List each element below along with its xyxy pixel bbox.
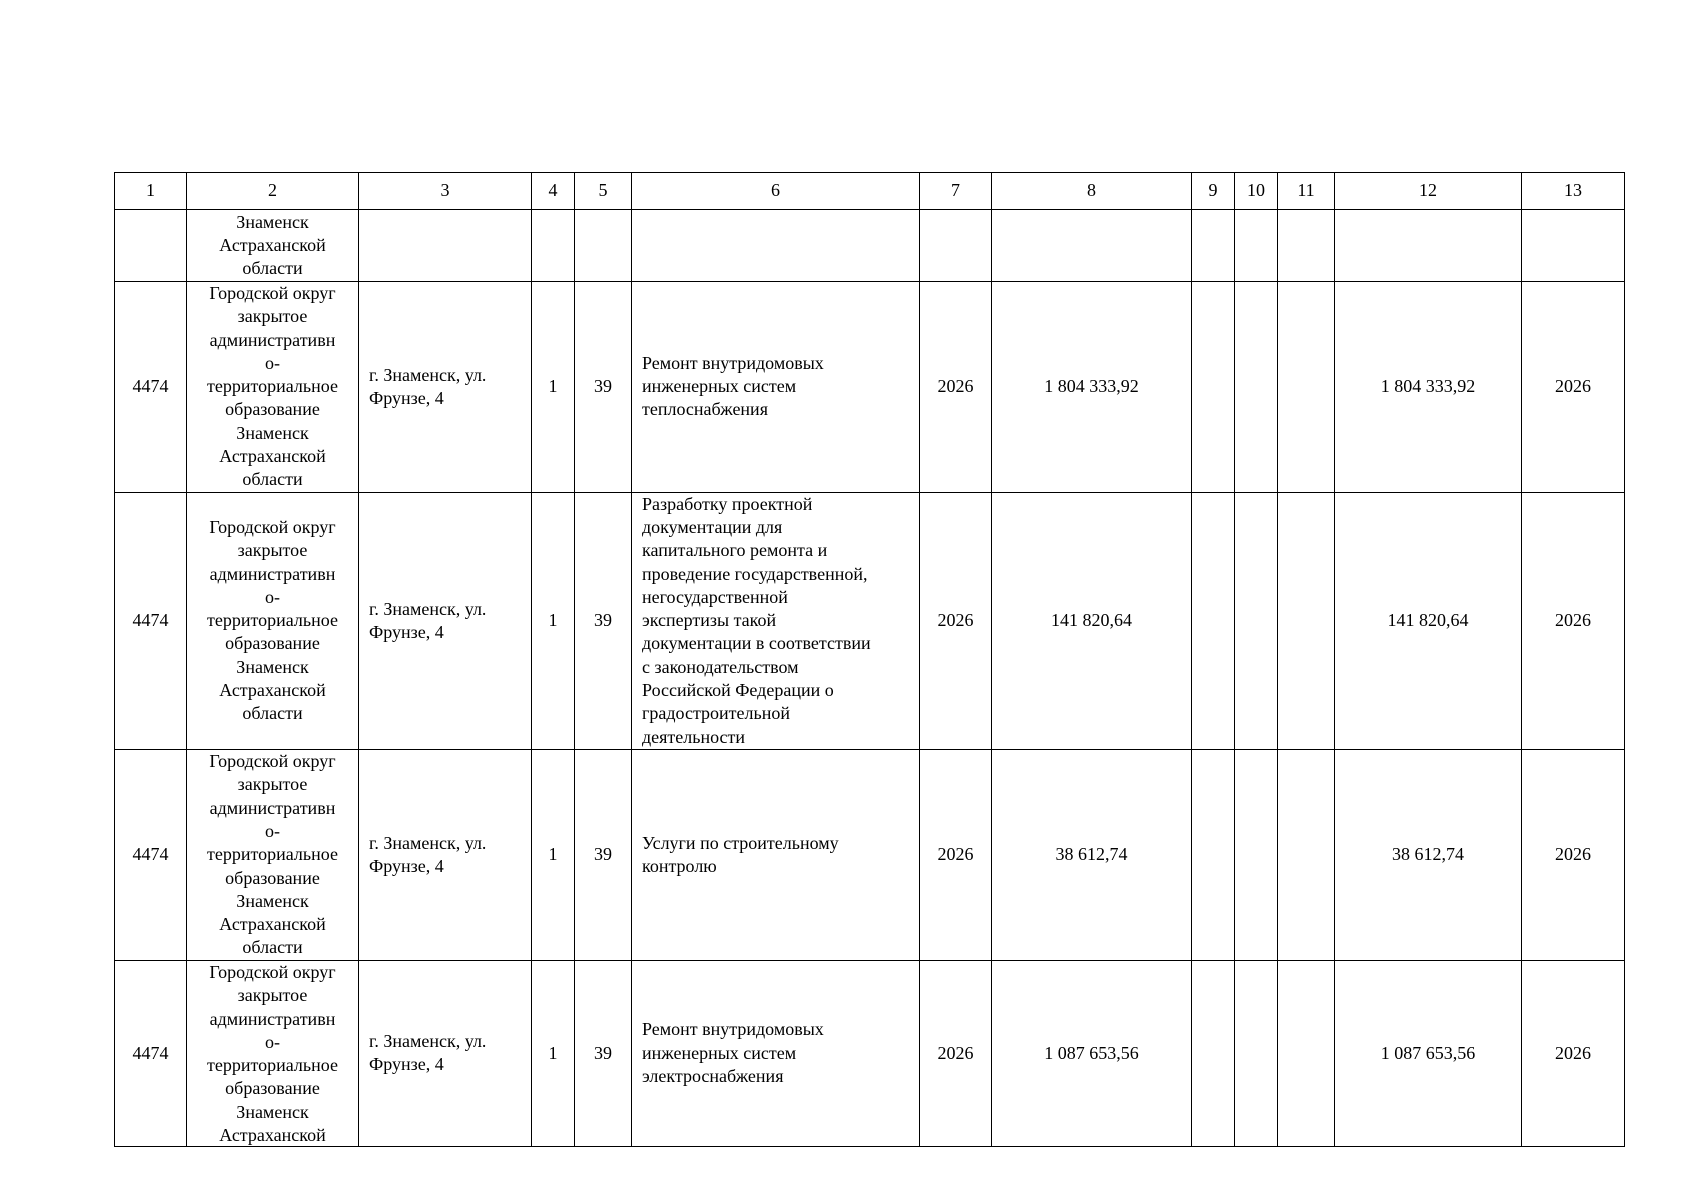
table-cell: 1 bbox=[532, 749, 575, 960]
cell-text-line: с законодательством bbox=[642, 656, 799, 677]
cell-text-line: Городской округ bbox=[209, 751, 336, 772]
table-cell bbox=[1192, 492, 1235, 749]
table-cell bbox=[1278, 749, 1335, 960]
cell-text-line: теплоснабжения bbox=[642, 399, 768, 420]
cell-text-line: Городской округ bbox=[209, 283, 336, 303]
column-header: 8 bbox=[992, 173, 1192, 210]
cell-text-line: Астраханской bbox=[219, 446, 326, 467]
column-header: 4 bbox=[532, 173, 575, 210]
year-cell: 2026 bbox=[1522, 492, 1625, 749]
cell-text-line: области bbox=[242, 258, 303, 279]
cell-text-line: Российской Федерации о bbox=[642, 680, 834, 701]
cell-text-line: Астраханской bbox=[219, 234, 326, 255]
cell-text-line: г. Знаменск, ул. bbox=[369, 598, 487, 619]
table-cell bbox=[115, 210, 187, 282]
cell-text-line: Знаменск bbox=[236, 890, 309, 911]
amount-cell: 38 612,74 bbox=[992, 749, 1192, 960]
address-cell bbox=[359, 492, 532, 749]
table-cell bbox=[1522, 210, 1625, 282]
cell-text-line: закрытое bbox=[237, 774, 308, 795]
cell-text-line: о- bbox=[265, 820, 280, 841]
year-cell: 2026 bbox=[1522, 749, 1625, 960]
cell-text-line: Астраханской bbox=[219, 680, 326, 701]
table-cell bbox=[1235, 492, 1278, 749]
cell-text-line: закрытое bbox=[237, 306, 308, 327]
municipality-clip bbox=[189, 961, 356, 1146]
header-row bbox=[115, 173, 1625, 210]
cell-text-line: Фрунзе, 4 bbox=[369, 387, 444, 408]
amount-cell: 1 087 653,56 bbox=[992, 960, 1192, 1146]
table-cell: 39 bbox=[575, 960, 632, 1146]
table-cell: 1 bbox=[532, 492, 575, 749]
cell-text-line: экспертизы такой bbox=[642, 610, 777, 631]
cell-text-line: Фрунзе, 4 bbox=[369, 1054, 444, 1075]
table-cell bbox=[1235, 960, 1278, 1146]
column-header: 10 bbox=[1235, 173, 1278, 210]
cell-text-line: области bbox=[242, 703, 303, 724]
table-cell bbox=[1192, 210, 1235, 282]
table-cell bbox=[1278, 282, 1335, 493]
amount-cell: 141 820,64 bbox=[1335, 492, 1522, 749]
work-type-cell bbox=[632, 282, 920, 493]
address-cell bbox=[359, 282, 532, 493]
amount-cell: 38 612,74 bbox=[1335, 749, 1522, 960]
cell-text-line: образование bbox=[225, 1078, 320, 1099]
cell-text-line: Городской округ bbox=[209, 516, 336, 537]
table-cell bbox=[1235, 282, 1278, 493]
cell-text-line: документации для bbox=[642, 516, 783, 537]
table-cell bbox=[1278, 492, 1335, 749]
table-cell: 39 bbox=[575, 282, 632, 493]
table-cell bbox=[575, 210, 632, 282]
cell-text-line: образование bbox=[225, 867, 320, 888]
amount-cell: 141 820,64 bbox=[992, 492, 1192, 749]
cell-text-line: территориальное bbox=[207, 844, 338, 865]
cell-text-line: Знаменск bbox=[236, 422, 309, 443]
table-cell bbox=[632, 210, 920, 282]
cell-text-line: г. Знаменск, ул. bbox=[369, 364, 487, 385]
id-cell: 4474 bbox=[115, 492, 187, 749]
municipality-cell bbox=[187, 282, 359, 493]
table-cell bbox=[1235, 210, 1278, 282]
table-cell bbox=[532, 210, 575, 282]
continuation-row bbox=[115, 210, 1625, 282]
cell-text-line: электроснабжения bbox=[642, 1066, 784, 1087]
column-header: 13 bbox=[1522, 173, 1625, 210]
table-cell bbox=[1335, 210, 1522, 282]
cell-text-line: Ремонт внутридомовых bbox=[642, 1019, 824, 1040]
cell-text-line: Услуги по строительному bbox=[642, 832, 839, 853]
cell-text-line: Разработку проектной bbox=[642, 493, 813, 514]
table-cell bbox=[1278, 960, 1335, 1146]
cell-text-line: о- bbox=[265, 586, 280, 607]
cell-text-line: о- bbox=[265, 1031, 280, 1052]
cell-text-line: Фрунзе, 4 bbox=[369, 855, 444, 876]
table-row bbox=[115, 492, 1625, 749]
cell-text-line: инженерных систем bbox=[642, 1042, 797, 1063]
cell-text-line: Астраханской bbox=[219, 1125, 326, 1146]
cell-text-line: административн bbox=[209, 1008, 336, 1029]
year-cell: 2026 bbox=[920, 282, 992, 493]
cell-text-line: области bbox=[242, 937, 303, 958]
table-cell bbox=[992, 210, 1192, 282]
municipality-cell bbox=[187, 960, 359, 1146]
cell-text-line: Городской округ bbox=[209, 961, 336, 982]
cell-text-line: Астраханской bbox=[219, 914, 326, 935]
cell-text-line: Знаменск bbox=[236, 656, 309, 677]
amount-cell: 1 804 333,92 bbox=[1335, 282, 1522, 493]
cell-text-line: капитального ремонта и bbox=[642, 540, 828, 561]
address-cell bbox=[359, 960, 532, 1146]
table-cell bbox=[359, 210, 532, 282]
table-cell bbox=[1235, 749, 1278, 960]
cell-text-line: деятельности bbox=[642, 726, 746, 747]
cell-text-line: г. Знаменск, ул. bbox=[369, 1031, 487, 1052]
cell-text-line: г. Знаменск, ул. bbox=[369, 832, 487, 853]
column-header: 12 bbox=[1335, 173, 1522, 210]
year-cell: 2026 bbox=[920, 492, 992, 749]
work-type-cell bbox=[632, 492, 920, 749]
table-row bbox=[115, 282, 1625, 493]
municipality-cell bbox=[187, 210, 359, 282]
cell-text-line: градостроительной bbox=[642, 703, 790, 724]
cell-text-line: Ремонт внутридомовых bbox=[642, 352, 824, 373]
id-cell: 4474 bbox=[115, 749, 187, 960]
table-cell: 39 bbox=[575, 749, 632, 960]
cell-text-line: закрытое bbox=[237, 985, 308, 1006]
table-cell: 1 bbox=[532, 282, 575, 493]
column-header: 3 bbox=[359, 173, 532, 210]
column-header: 1 bbox=[115, 173, 187, 210]
cell-text-line: контролю bbox=[642, 855, 717, 876]
work-type-cell bbox=[632, 960, 920, 1146]
column-header: 2 bbox=[187, 173, 359, 210]
data-table bbox=[114, 172, 1625, 1147]
cell-text-line: негосударственной bbox=[642, 586, 788, 607]
cell-text-line: образование bbox=[225, 399, 320, 420]
amount-cell: 1 804 333,92 bbox=[992, 282, 1192, 493]
table-row bbox=[115, 749, 1625, 960]
table-cell bbox=[1192, 749, 1235, 960]
id-cell: 4474 bbox=[115, 960, 187, 1146]
column-header: 5 bbox=[575, 173, 632, 210]
cell-text-line: Знаменск bbox=[236, 211, 309, 232]
cell-text-line: административн bbox=[209, 563, 336, 584]
table-row bbox=[115, 960, 1625, 1146]
address-cell bbox=[359, 749, 532, 960]
cell-text-line: административн bbox=[209, 797, 336, 818]
column-header: 11 bbox=[1278, 173, 1335, 210]
amount-cell: 1 087 653,56 bbox=[1335, 960, 1522, 1146]
table-cell bbox=[1278, 210, 1335, 282]
cell-text-line: о- bbox=[265, 352, 280, 373]
cell-text-line: инженерных систем bbox=[642, 376, 797, 397]
table-cell: 39 bbox=[575, 492, 632, 749]
year-cell: 2026 bbox=[920, 960, 992, 1146]
cell-text-line: закрытое bbox=[237, 540, 308, 561]
municipality-cell bbox=[187, 492, 359, 749]
year-cell: 2026 bbox=[1522, 282, 1625, 493]
table-cell: 1 bbox=[532, 960, 575, 1146]
column-header: 6 bbox=[632, 173, 920, 210]
cell-text-line: административн bbox=[209, 329, 336, 350]
work-type-cell bbox=[632, 749, 920, 960]
column-header: 9 bbox=[1192, 173, 1235, 210]
cell-text-line: области bbox=[242, 469, 303, 490]
cell-text-line: Знаменск bbox=[236, 1101, 309, 1122]
cell-text-line: территориальное bbox=[207, 1055, 338, 1076]
table-cell bbox=[920, 210, 992, 282]
year-cell: 2026 bbox=[1522, 960, 1625, 1146]
year-cell: 2026 bbox=[920, 749, 992, 960]
cell-text-line: территориальное bbox=[207, 376, 338, 397]
cell-text-line: документации в соответствии bbox=[642, 633, 871, 654]
cell-text-line: образование bbox=[225, 633, 320, 654]
table-cell bbox=[1192, 282, 1235, 493]
cell-text-line: территориальное bbox=[207, 610, 338, 631]
id-cell: 4474 bbox=[115, 282, 187, 493]
cell-text-line: Фрунзе, 4 bbox=[369, 621, 444, 642]
cell-text-line: проведение государственной, bbox=[642, 563, 868, 584]
table-cell bbox=[1192, 960, 1235, 1146]
municipality-cell bbox=[187, 749, 359, 960]
column-header: 7 bbox=[920, 173, 992, 210]
